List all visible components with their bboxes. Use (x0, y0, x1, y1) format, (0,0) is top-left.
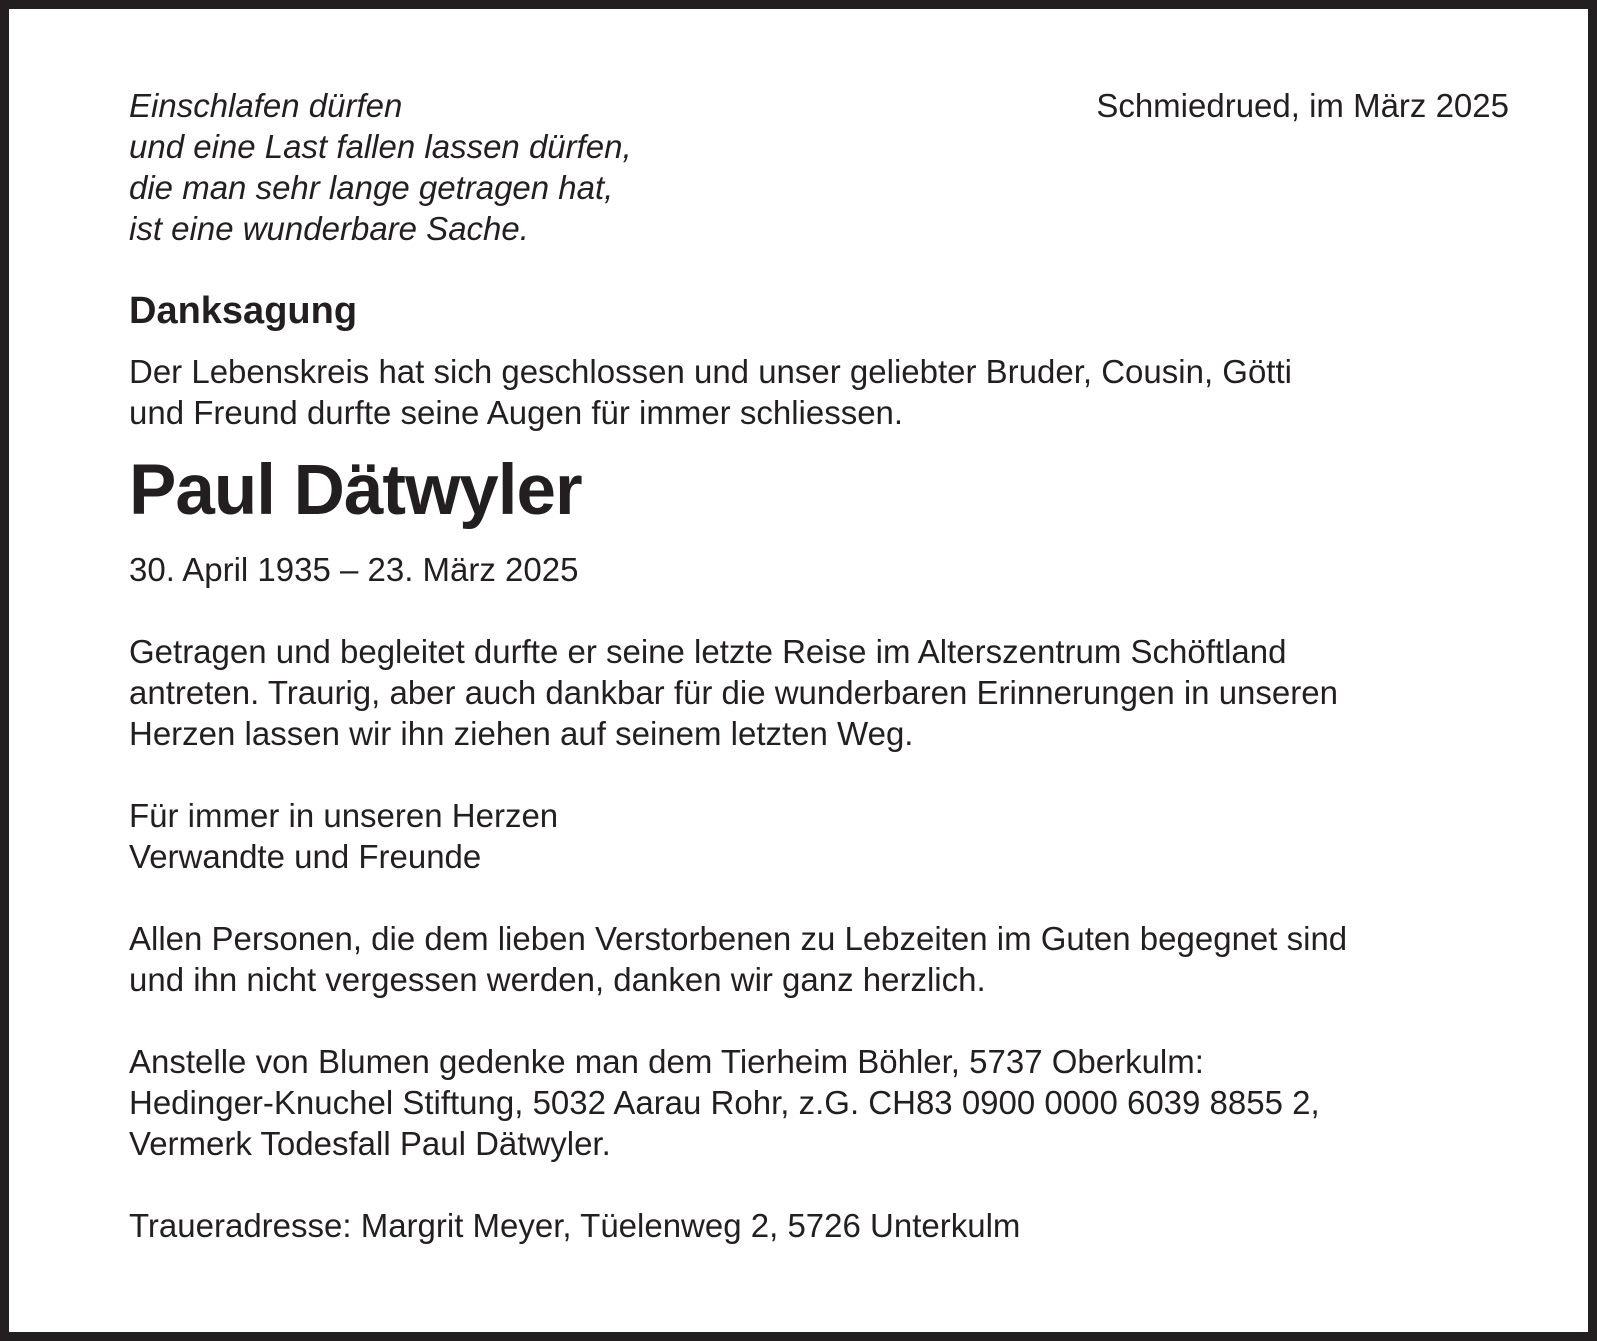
poem (129, 85, 632, 249)
intro-line: Der Lebenskreis hat sich geschlossen und unser geliebter Bruder, Cousin, Götti (129, 353, 1292, 390)
donation-line: Hedinger-Knuchel Stiftung, 5032 Aarau Rohr, z.G. CH83 0900 0000 6039 8855 2, (129, 1084, 1320, 1121)
poem-line: und eine Last fallen lassen dürfen, (129, 128, 632, 165)
deceased-name: Paul Dätwyler (129, 451, 582, 530)
mourning-address-paragraph (129, 1205, 1509, 1246)
journey-line: Herzen lassen wir ihn ziehen auf seinem letzten Weg. (129, 715, 914, 752)
journey-line: Getragen und begleitet durfte er seine letzte Reise im Alterszentrum Schöftland (129, 633, 1287, 670)
poem-line: Einschlafen dürfen (129, 87, 403, 124)
life-dates: 30. April 1935 – 23. März 2025 (129, 551, 579, 588)
signature-paragraph (129, 795, 1509, 877)
poem-line: die man sehr lange getragen hat, (129, 169, 614, 206)
intro-line: und Freund durfte seine Augen für immer schliessen. (129, 394, 904, 431)
donation-paragraph (129, 1041, 1509, 1164)
donation-line: Anstelle von Blumen gedenke man dem Tierheim Böhler, 5737 Oberkulm: (129, 1043, 1204, 1080)
place-date: Schmiedrued, im März 2025 (1096, 87, 1509, 124)
poem-line: ist eine wunderbare Sache. (129, 210, 529, 247)
journey-line: antreten. Traurig, aber auch dankbar für die wunderbaren Erinnerungen in unseren (129, 674, 1338, 711)
thanks-line: und ihn nicht vergessen werden, danken wir ganz herzlich. (129, 961, 986, 998)
signature-line: Für immer in unseren Herzen (129, 797, 559, 834)
thanks-paragraph (129, 918, 1509, 1000)
heading-danksagung: Danksagung (129, 290, 358, 332)
thanks-line: Allen Personen, die dem lieben Verstorbenen zu Lebzeiten im Guten begegnet sind (129, 920, 1348, 957)
intro-paragraph (129, 351, 1509, 433)
header-row (129, 85, 1509, 253)
journey-paragraph (129, 631, 1509, 754)
donation-line: Vermerk Todesfall Paul Dätwyler. (129, 1125, 611, 1162)
mourning-address: Traueradresse: Margrit Meyer, Tüelenweg 2, 5726 Unterkulm (129, 1207, 1021, 1244)
obituary-content (129, 85, 1509, 1246)
signature-line: Verwandte und Freunde (129, 838, 482, 875)
